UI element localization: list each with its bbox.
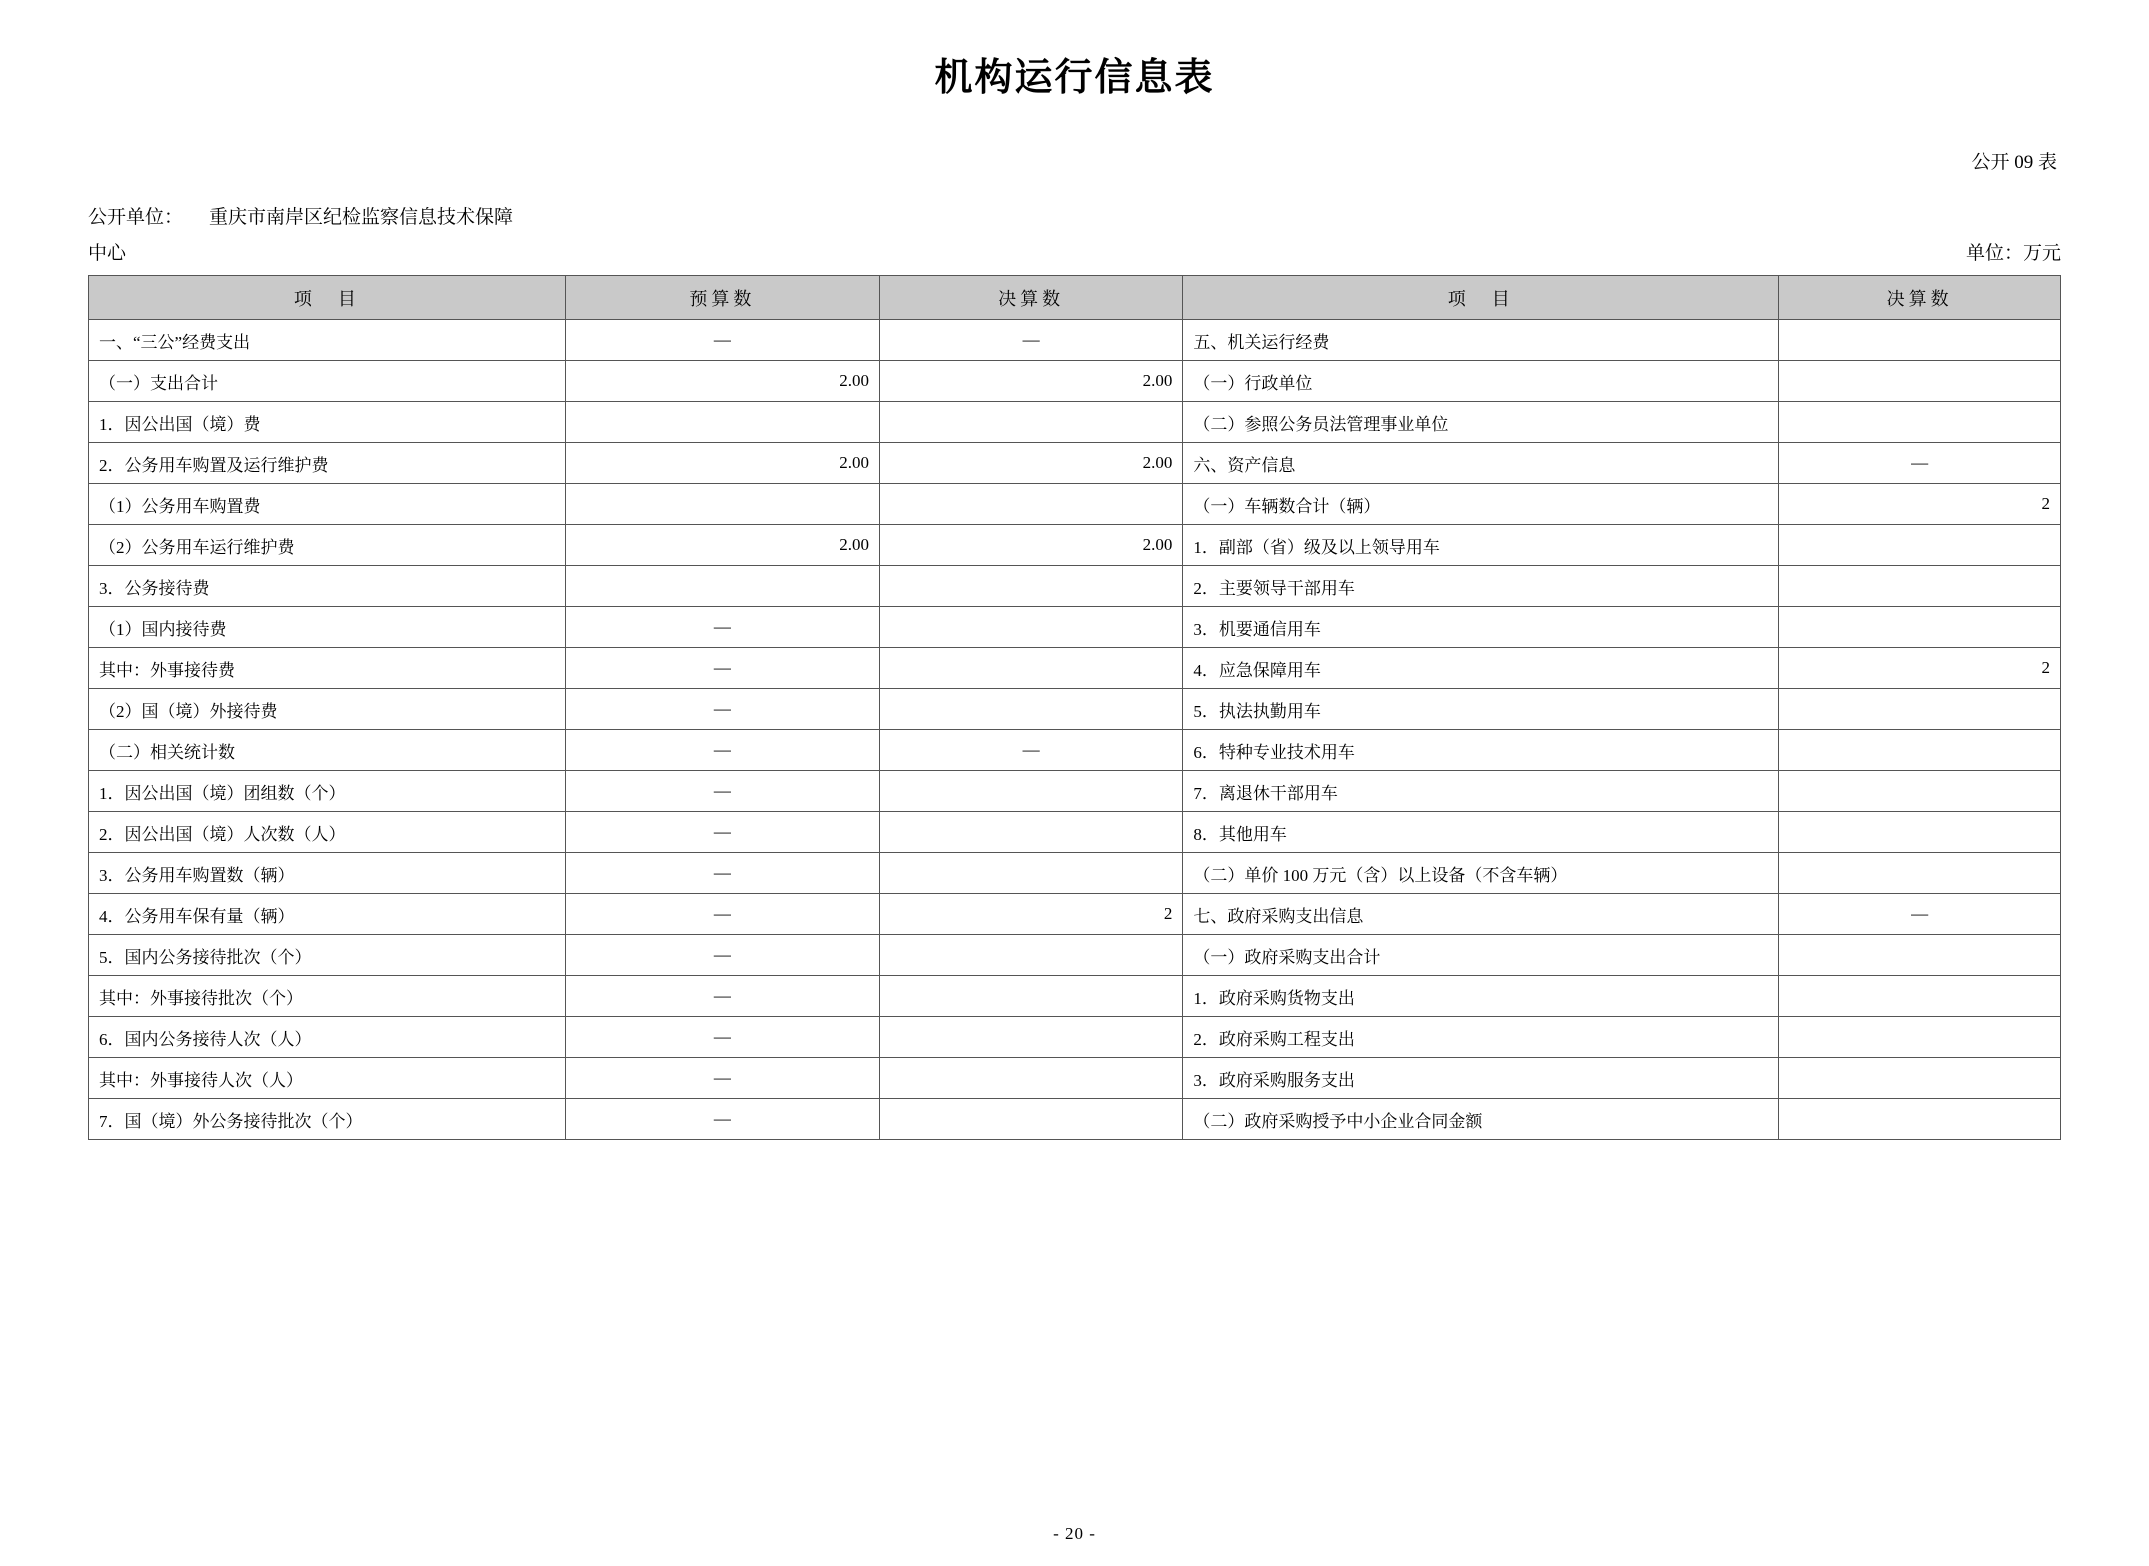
row-right-label: 1．副部（省）级及以上领导用车 (1183, 525, 1779, 566)
table-row (89, 730, 2061, 771)
row-right-label: （一）行政单位 (1183, 361, 1779, 402)
row-right-label: 7．离退休干部用车 (1183, 771, 1779, 812)
row-left-label: （一）支出合计 (89, 361, 566, 402)
table-row (89, 689, 2061, 730)
table-row (89, 812, 2061, 853)
row-right-label: 五、机关运行经费 (1183, 320, 1779, 361)
row-right-label: （二）单价 100 万元（含）以上设备（不含车辆） (1183, 853, 1779, 894)
row-final-value: 2.00 (879, 361, 1182, 402)
table-row (89, 402, 2061, 443)
row-final-value (879, 1017, 1182, 1058)
row-left-label: 5．国内公务接待批次（个） (89, 935, 566, 976)
row-final-value (879, 976, 1182, 1017)
row-right-label: （二）政府采购授予中小企业合同金额 (1183, 1099, 1779, 1140)
row-left-label: 其中：外事接待批次（个） (89, 976, 566, 1017)
row-budget-value (565, 402, 879, 443)
row-right-final-value (1779, 361, 2061, 402)
row-final-value (879, 771, 1182, 812)
row-budget-value: — (565, 1058, 879, 1099)
table-row (89, 484, 2061, 525)
row-right-final-value (1779, 812, 2061, 853)
row-final-value (879, 1058, 1182, 1099)
row-left-label: 3．公务用车购置数（辆） (89, 853, 566, 894)
row-budget-value: — (565, 771, 879, 812)
row-right-label: 3．机要通信用车 (1183, 607, 1779, 648)
row-right-label: 1．政府采购货物支出 (1183, 976, 1779, 1017)
row-budget-value: — (565, 812, 879, 853)
page-footer: - 20 - (1053, 1524, 1096, 1543)
row-right-final-value (1779, 1017, 2061, 1058)
row-final-value (879, 812, 1182, 853)
table-row (89, 935, 2061, 976)
disclosure-unit-line (88, 200, 2061, 236)
row-left-label: 2．因公出国（境）人次数（人） (89, 812, 566, 853)
row-budget-value: 2.00 (565, 443, 879, 484)
row-left-label: 一、“三公”经费支出 (89, 320, 566, 361)
row-left-label: 2．公务用车购置及运行维护费 (89, 443, 566, 484)
row-final-value: — (879, 730, 1182, 771)
row-left-label: （2）公务用车运行维护费 (89, 525, 566, 566)
row-budget-value (565, 566, 879, 607)
row-left-label: 3．公务接待费 (89, 566, 566, 607)
row-left-label: （二）相关统计数 (89, 730, 566, 771)
row-left-label: （2）国（境）外接待费 (89, 689, 566, 730)
row-budget-value: — (565, 607, 879, 648)
row-left-label: 6．国内公务接待人次（人） (89, 1017, 566, 1058)
row-budget-value: — (565, 1017, 879, 1058)
row-right-label: 六、资产信息 (1183, 443, 1779, 484)
row-left-label: 4．公务用车保有量（辆） (89, 894, 566, 935)
row-right-label: 3．政府采购服务支出 (1183, 1058, 1779, 1099)
row-final-value (879, 484, 1182, 525)
row-budget-value: — (565, 935, 879, 976)
row-left-label: 其中：外事接待费 (89, 648, 566, 689)
row-right-label: 2．主要领导干部用车 (1183, 566, 1779, 607)
row-left-label: 其中：外事接待人次（人） (89, 1058, 566, 1099)
table-header-row (89, 276, 2061, 320)
row-final-value: 2.00 (879, 525, 1182, 566)
institution-operation-table (88, 275, 2061, 1140)
row-final-value (879, 607, 1182, 648)
row-budget-value: 2.00 (565, 361, 879, 402)
table-body (89, 320, 2061, 1140)
row-right-final-value: 2 (1779, 484, 2061, 525)
row-right-label: 6．特种专业技术用车 (1183, 730, 1779, 771)
row-right-final-value (1779, 320, 2061, 361)
row-budget-value: — (565, 1099, 879, 1140)
table-row (89, 361, 2061, 402)
row-right-label: （二）参照公务员法管理事业单位 (1183, 402, 1779, 443)
table-row (89, 1058, 2061, 1099)
row-right-final-value (1779, 689, 2061, 730)
row-budget-value: — (565, 320, 879, 361)
table-row (89, 648, 2061, 689)
row-final-value (879, 648, 1182, 689)
row-right-final-value (1779, 566, 2061, 607)
row-right-final-value (1779, 935, 2061, 976)
table-row (89, 320, 2061, 361)
row-final-value: 2 (879, 894, 1182, 935)
row-right-final-value (1779, 1058, 2061, 1099)
row-budget-value: — (565, 853, 879, 894)
row-budget-value: 2.00 (565, 525, 879, 566)
row-final-value (879, 853, 1182, 894)
row-right-label: 5．执法执勤用车 (1183, 689, 1779, 730)
row-right-final-value (1779, 525, 2061, 566)
row-right-label: （一）政府采购支出合计 (1183, 935, 1779, 976)
disclosure-unit-value-line2: 中心 (88, 243, 127, 265)
row-budget-value: — (565, 689, 879, 730)
table-row (89, 607, 2061, 648)
row-final-value: 2.00 (879, 443, 1182, 484)
header-budget: 预算数 (565, 276, 879, 320)
header-final: 决算数 (879, 276, 1182, 320)
row-right-final-value (1779, 771, 2061, 812)
table-row (89, 1099, 2061, 1140)
row-right-final-value: 2 (1779, 648, 2061, 689)
row-final-value (879, 402, 1182, 443)
row-left-label: （1）公务用车购置费 (89, 484, 566, 525)
row-final-value: — (879, 320, 1182, 361)
header-right-final: 决算数 (1779, 276, 2061, 320)
disclosure-unit-value: 重庆市南岸区纪检监察信息技术保障 (209, 207, 514, 228)
row-final-value (879, 689, 1182, 730)
row-budget-value: — (565, 894, 879, 935)
row-budget-value: — (565, 648, 879, 689)
table-row (89, 894, 2061, 935)
row-left-label: （1）国内接待费 (89, 607, 566, 648)
row-right-final-value (1779, 976, 2061, 1017)
row-budget-value: — (565, 976, 879, 1017)
table-row (89, 976, 2061, 1017)
table-row (89, 443, 2061, 484)
row-final-value (879, 566, 1182, 607)
table-row (89, 1017, 2061, 1058)
header-right-item: 项 目 (1183, 276, 1779, 320)
header-left-item: 项 目 (89, 276, 566, 320)
unit-note-line (88, 238, 2061, 265)
page-title: 机构运行信息表 (934, 54, 1215, 99)
row-left-label: 1．因公出国（境）费 (89, 402, 566, 443)
row-right-final-value (1779, 1099, 2061, 1140)
row-budget-value: — (565, 730, 879, 771)
table-row (89, 771, 2061, 812)
row-right-label: 2．政府采购工程支出 (1183, 1017, 1779, 1058)
row-right-label: （一）车辆数合计（辆） (1183, 484, 1779, 525)
row-right-final-value (1779, 853, 2061, 894)
row-right-final-value (1779, 730, 2061, 771)
row-right-final-value: — (1779, 443, 2061, 484)
row-right-final-value (1779, 402, 2061, 443)
row-right-label: 8．其他用车 (1183, 812, 1779, 853)
row-budget-value (565, 484, 879, 525)
row-left-label: 7．国（境）外公务接待批次（个） (89, 1099, 566, 1140)
form-number: 公开 09 表 (1971, 152, 2057, 173)
table-row (89, 853, 2061, 894)
row-right-final-value: — (1779, 894, 2061, 935)
table-row (89, 525, 2061, 566)
table-row (89, 566, 2061, 607)
row-left-label: 1．因公出国（境）团组数（个） (89, 771, 566, 812)
row-final-value (879, 935, 1182, 976)
row-final-value (879, 1099, 1182, 1140)
document-page (0, 46, 2149, 1566)
row-right-label: 4．应急保障用车 (1183, 648, 1779, 689)
unit-note: 单位：万元 (1965, 243, 2061, 265)
row-right-label: 七、政府采购支出信息 (1183, 894, 1779, 935)
row-right-final-value (1779, 607, 2061, 648)
disclosure-unit-label: 公开单位： (88, 207, 184, 228)
